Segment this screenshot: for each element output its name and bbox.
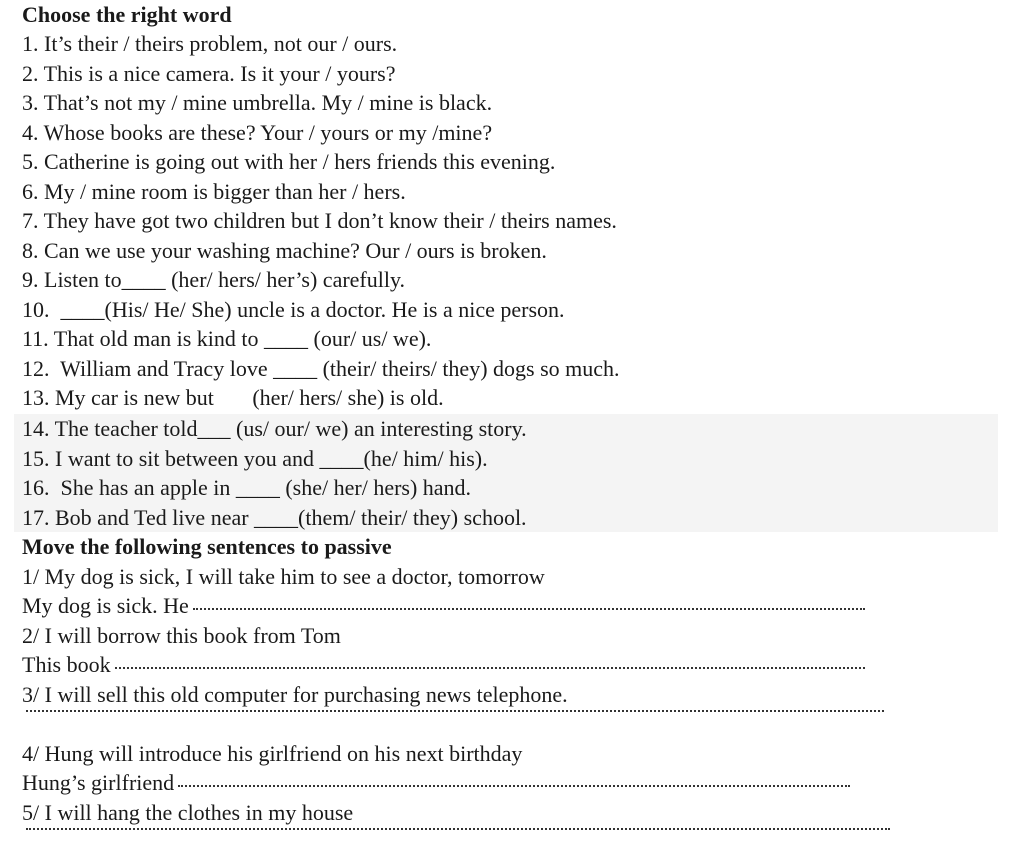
answer-lead-4: Hung’s girlfriend (22, 770, 175, 795)
exercise-item-2: 2. This is a nice camera. Is it your / yours? (22, 61, 396, 86)
answer-lead-1: My dog is sick. He (22, 593, 189, 618)
exercise-item-6: 6. My / mine room is bigger than her / hers. (22, 179, 406, 204)
exercise-item-10: 10. ____(His/ He/ She) uncle is a doctor. He is a nice person. (22, 297, 565, 322)
exercise-item-9: 9. Listen to____ (her/ hers/ her’s) carefully. (22, 267, 406, 292)
exercise-item-15: 15. I want to sit between you and ____(he/ him/ his). (22, 446, 488, 471)
exercise-item-14: 14. The teacher told___ (us/ our/ we) an interesting story. (22, 416, 527, 441)
exercise-item-4: 4. Whose books are these? Your / yours or my /mine? (22, 120, 493, 145)
passive-question-3: 3/ I will sell this old computer for purchasing news telephone. (22, 682, 568, 707)
exercise-item-16: 16. She has an apple in ____ (she/ her/ hers) hand. (22, 475, 472, 500)
exercise-item-11: 11. That old man is kind to ____ (our/ us/ we). (22, 326, 432, 351)
exercise-item-3: 3. That’s not my / mine umbrella. My / mine is black. (22, 90, 493, 115)
passive-question-4: 4/ Hung will introduce his girlfriend on his next birthday (22, 741, 523, 766)
exercise-item-5: 5. Catherine is going out with her / hers friends this evening. (22, 149, 556, 174)
section2-heading: Move the following sentences to passive (22, 534, 392, 559)
answer-line-4[interactable] (22, 768, 850, 797)
exercise-item-13: 13. My car is new but (her/ hers/ she) is old. (22, 385, 444, 410)
passive-question-5: 5/ I will hang the clothes in my house (22, 800, 354, 825)
answer-line-1[interactable] (22, 591, 865, 620)
section1-heading: Choose the right word (22, 2, 232, 27)
passive-question-2: 2/ I will borrow this book from Tom (22, 623, 341, 648)
answer-line-2[interactable] (22, 650, 865, 679)
answer-line-3[interactable] (22, 709, 884, 738)
answer-line-5[interactable] (22, 827, 890, 856)
dotted-blank (178, 781, 850, 787)
exercise-item-12: 12. William and Tracy love ____ (their/ theirs/ they) dogs so much. (22, 356, 620, 381)
exercise-item-8: 8. Can we use your washing machine? Our / ours is broken. (22, 238, 547, 263)
exercise-item-1: 1. It’s their / theirs problem, not our / ours. (22, 31, 398, 56)
dotted-blank (26, 706, 884, 712)
dotted-blank (115, 663, 865, 669)
passive-question-1: 1/ My dog is sick, I will take him to see a doctor, tomorrow (22, 564, 545, 589)
dotted-blank (193, 604, 865, 610)
exercise-item-17: 17. Bob and Ted live near ____(them/ their/ they) school. (22, 505, 527, 530)
exercise-item-7: 7. They have got two children but I don’t know their / theirs names. (22, 208, 617, 233)
dotted-blank (26, 824, 890, 830)
answer-lead-2: This book (22, 652, 111, 677)
